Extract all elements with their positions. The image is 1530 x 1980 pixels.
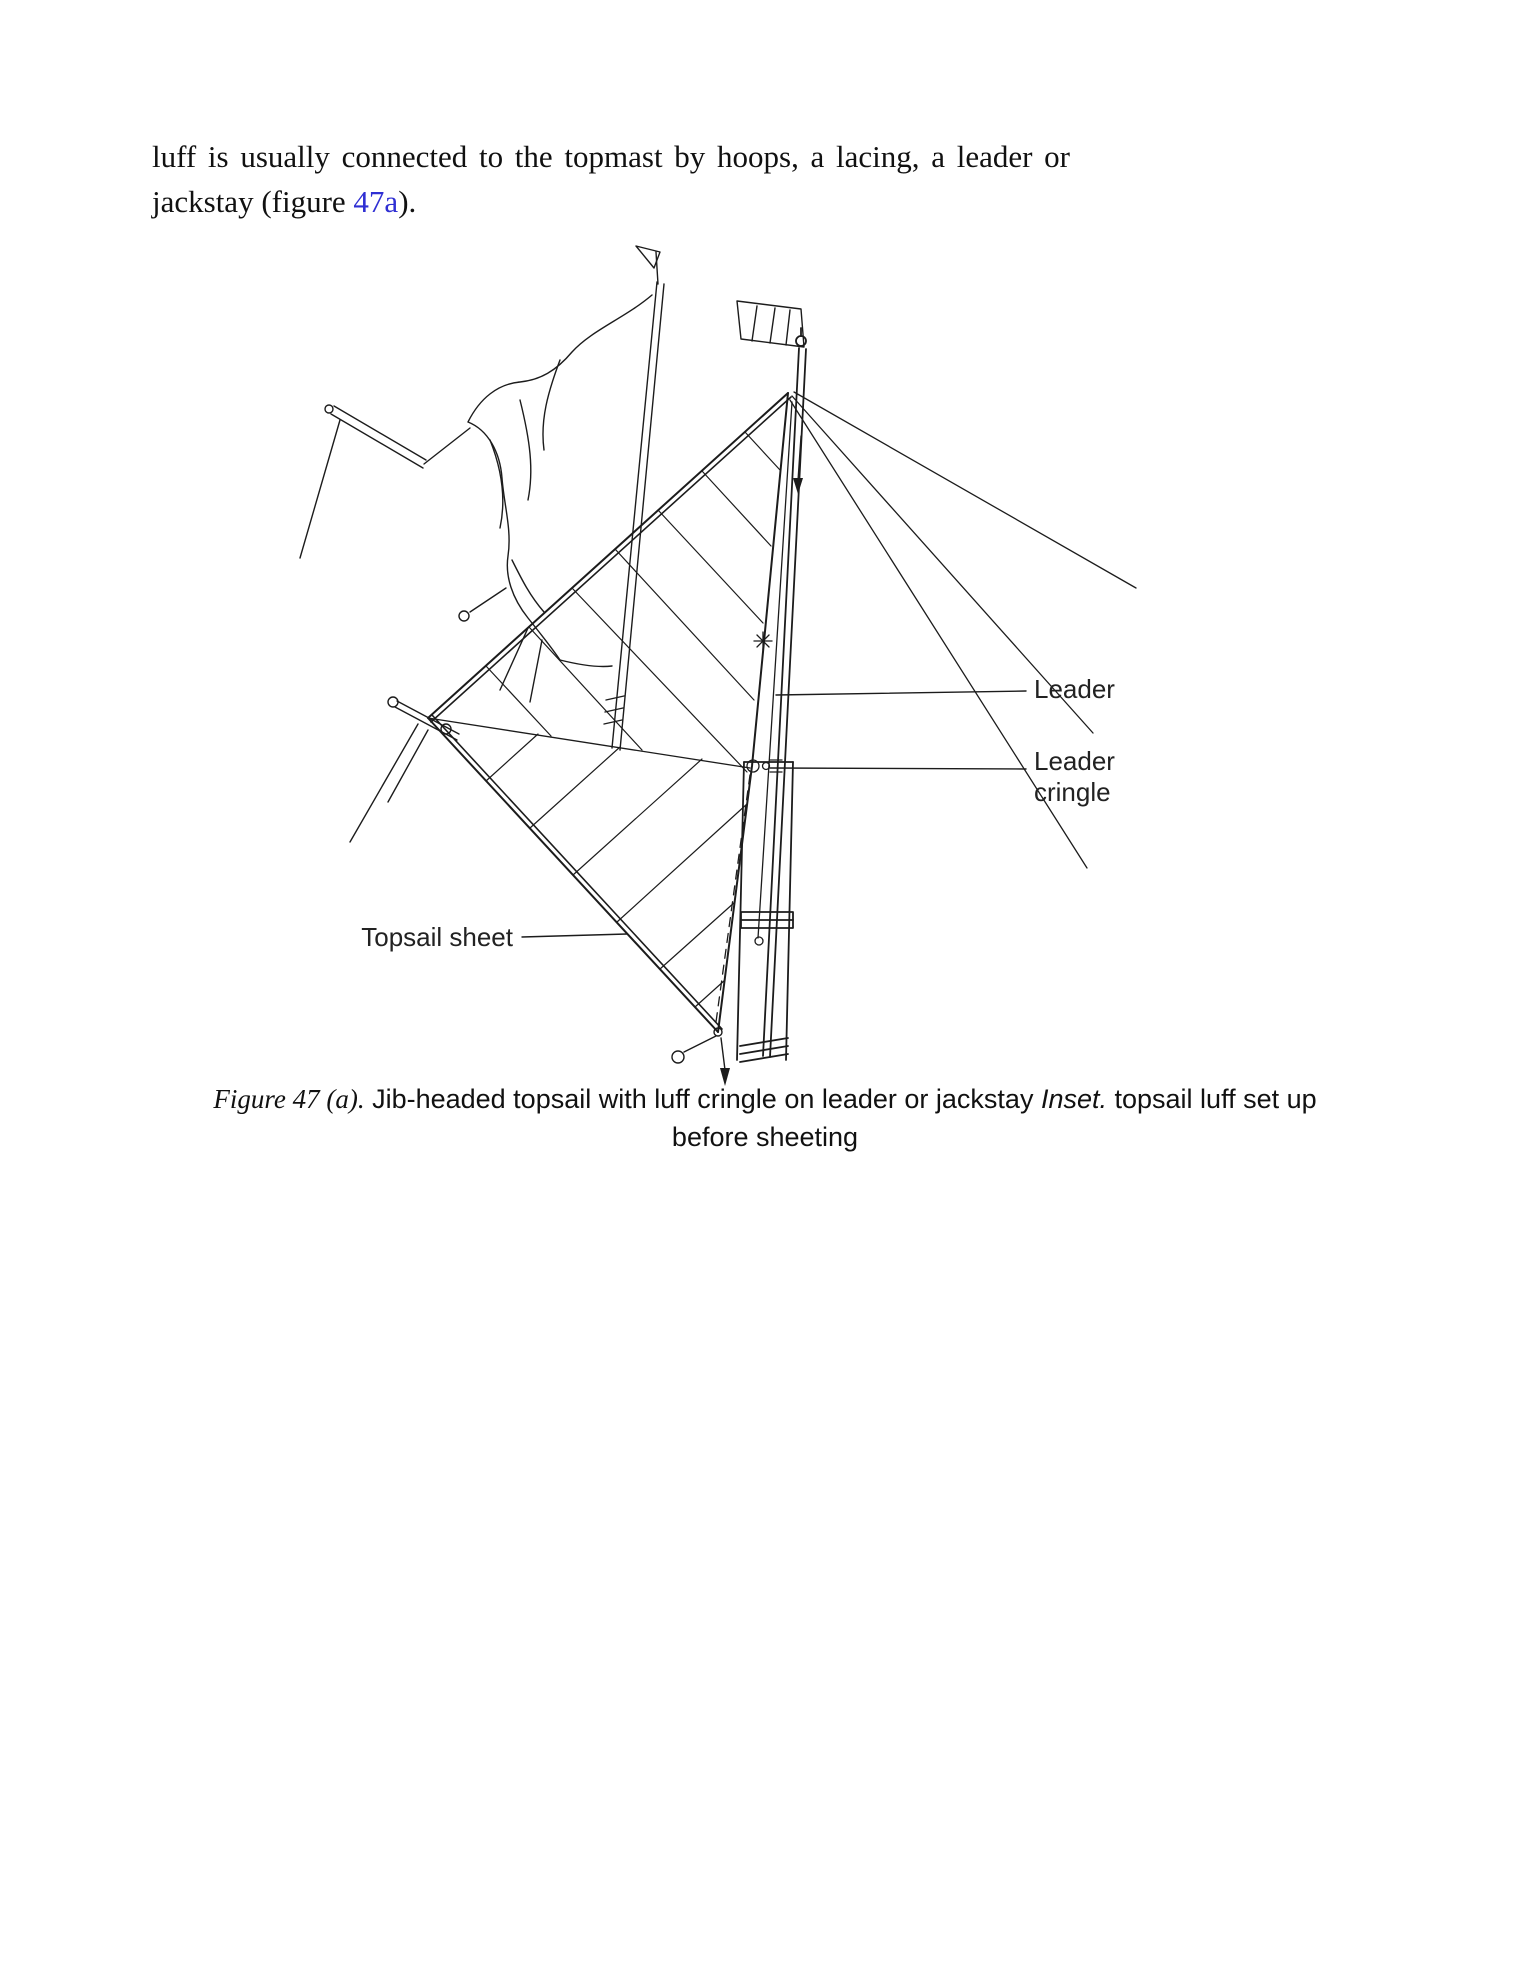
caption-text-2: topsail luff set up (1107, 1084, 1317, 1114)
inset-sketch (300, 246, 664, 750)
leader-cringle-label-line2: cringle (1034, 777, 1111, 807)
corner-hardware (350, 697, 730, 1086)
paragraph-line-1: luff is usually connected to the topmast by hoops, a lacing, a leader or (152, 139, 1070, 174)
caption-line-2: before sheeting (671, 1122, 859, 1152)
seizing-mark (754, 632, 772, 650)
paragraph-line-2-text: jackstay (figure (152, 184, 354, 219)
lower-seams (486, 734, 747, 1007)
figure-caption (0, 1080, 1530, 1156)
caption-figure-ref: Figure 47 (a). (213, 1084, 365, 1114)
topsail-sheet-label: Topsail sheet (361, 922, 513, 952)
caption-inset-ref: Inset. (1040, 1084, 1107, 1114)
leader-cringle-label (1034, 746, 1115, 808)
pointer-lines (522, 691, 1026, 937)
leader-rope (747, 402, 792, 945)
paragraph-line-2-end: ). (398, 184, 417, 219)
leader-label: Leader (1034, 674, 1115, 704)
masthead-flag (737, 301, 804, 347)
caption-line-1 (0, 1080, 1530, 1118)
leader-cringle-label-line1: Leader (1034, 746, 1115, 776)
figure-47a-link[interactable]: 47a (353, 184, 399, 219)
caption-text-1: Jib-headed topsail with luff cringle on leader or jackstay (364, 1084, 1041, 1114)
